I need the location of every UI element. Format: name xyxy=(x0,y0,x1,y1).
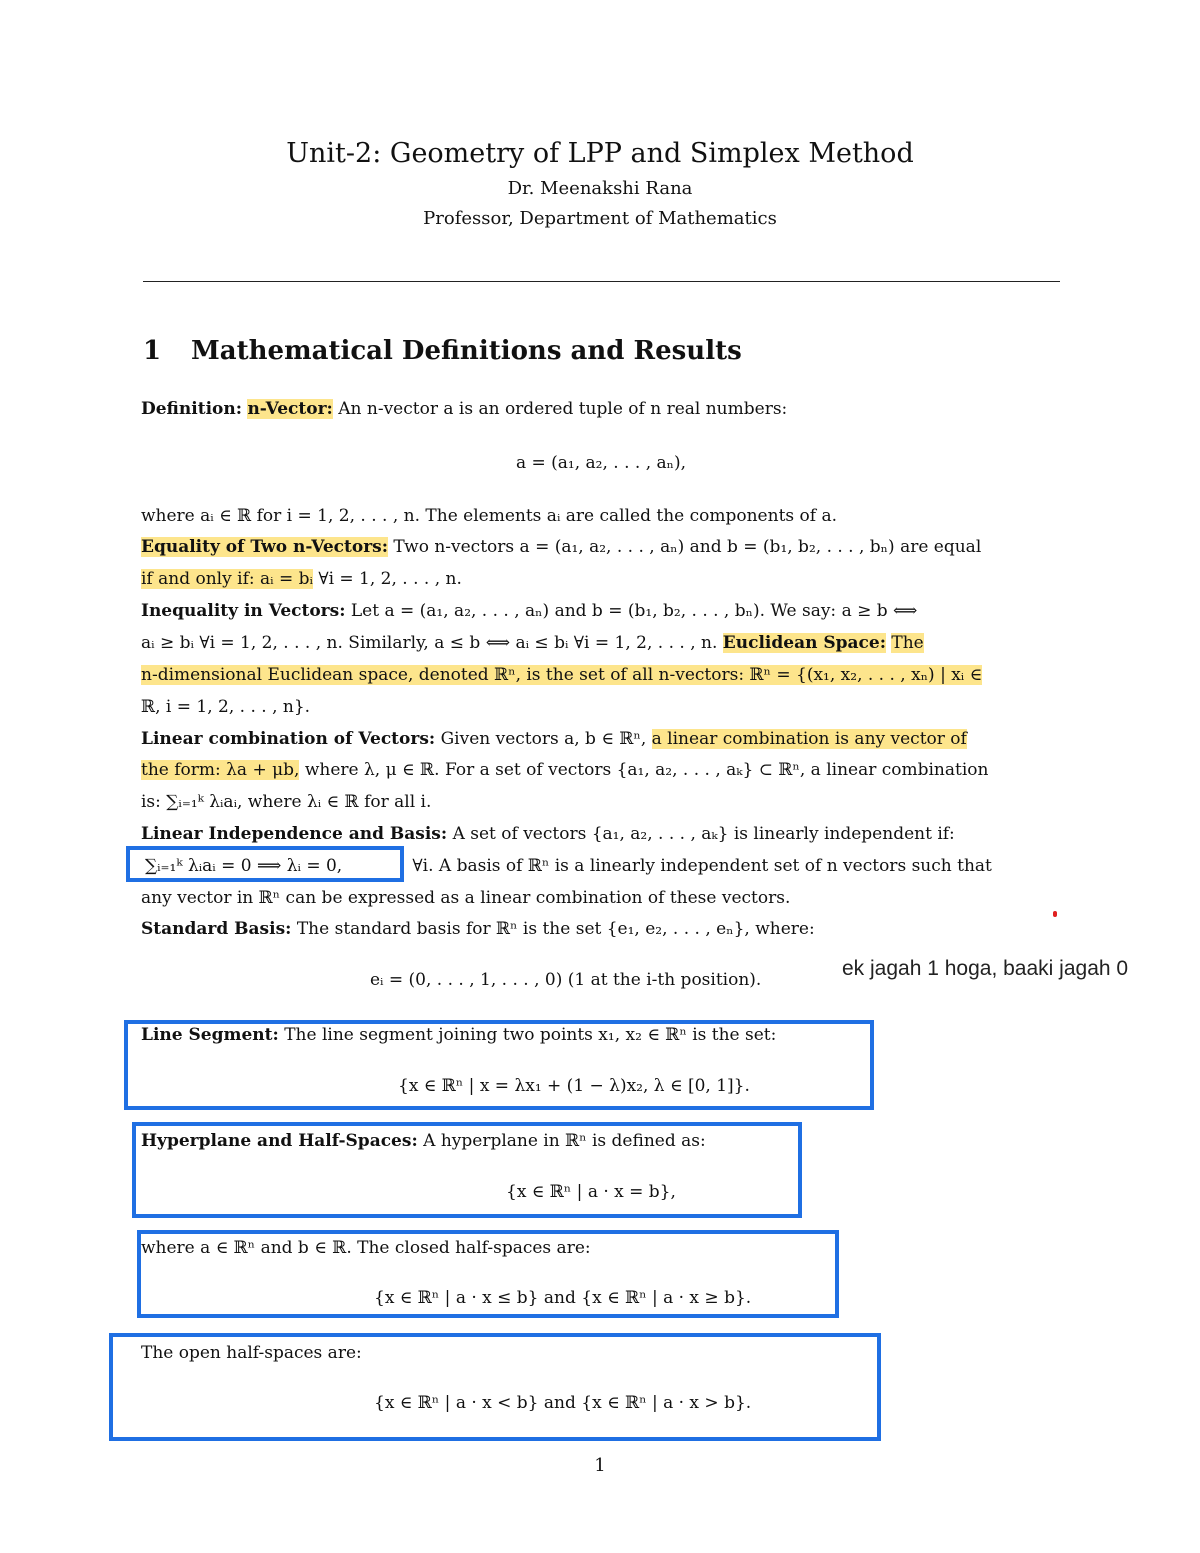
annotation-box-linind xyxy=(126,846,404,882)
hyperplane-definition xyxy=(141,1128,1061,1154)
lincomb-definition xyxy=(141,726,1061,752)
section-number: 1 xyxy=(143,336,162,366)
std-basis-formula: eᵢ = (0, . . . , 1, . . . , 0) (1 at the i-th position). xyxy=(370,970,762,990)
segment-formula: {x ∈ ℝⁿ | x = λx₁ + (1 − λ)x₂, λ ∈ [0, 1]}. xyxy=(398,1076,750,1096)
lincomb-text-2: where λ, μ ∈ ℝ. For a set of vectors {a₁, a₂, . . . , aₖ} ⊂ ℝⁿ, a linear combination xyxy=(304,760,989,780)
open-halfspaces-formula: {x ∈ ℝⁿ | a · x < b} and {x ∈ ℝⁿ | a · x > b}. xyxy=(374,1393,752,1413)
section-heading xyxy=(143,336,742,366)
linind-term: Linear Independence and Basis: xyxy=(141,824,448,844)
definition-label: Definition: xyxy=(141,399,243,419)
author-affiliation: Professor, Department of Mathematics xyxy=(423,208,777,229)
section-title: Mathematical Definitions and Results xyxy=(191,336,742,366)
linind-text-2: ∀i. A basis of ℝⁿ is a linearly independent set of n vectors such that xyxy=(412,856,992,876)
equality-condition-rest: ∀i = 1, 2, . . . , n. xyxy=(318,569,462,589)
euclid-text-highlight: n-dimensional Euclidean space, denoted ℝⁿ, is the set of all n-vectors: ℝⁿ = {(x₁, x₂, . . . , xₙ) | xᵢ ∈ xyxy=(141,665,983,685)
document-title: Unit-2: Geometry of LPP and Simplex Method xyxy=(286,138,914,169)
lincomb-highlight: a linear combination is any vector of xyxy=(651,729,967,749)
handwritten-note: ek jagah 1 hoga, baaki jagah 0 xyxy=(842,957,1129,980)
hyperplane-text: A hyperplane in ℝⁿ is defined as: xyxy=(423,1131,706,1151)
linind-text: A set of vectors {a₁, a₂, . . . , aₖ} is linearly independent if: xyxy=(452,824,955,844)
std-basis-term: Standard Basis: xyxy=(141,919,292,939)
euclid-definition-end: ℝ, i = 1, 2, . . . , n}. xyxy=(141,697,311,717)
open-halfspaces-text: The open half-spaces are: xyxy=(141,1343,362,1363)
segment-text: The line segment joining two points x₁, x₂ ∈ ℝⁿ is the set: xyxy=(284,1025,777,1045)
segment-term: Line Segment: xyxy=(141,1025,279,1045)
closed-halfspaces-formula: {x ∈ ℝⁿ | a · x ≤ b} and {x ∈ ℝⁿ | a · x ≥ b}. xyxy=(374,1288,752,1308)
hyperplane-term: Hyperplane and Half-Spaces: xyxy=(141,1131,418,1151)
linind-definition xyxy=(141,821,1061,847)
inequality-text: Let a = (a₁, a₂, . . . , aₙ) and b = (b₁, b₂, . . . , bₙ). We say: a ≥ b ⟺ xyxy=(350,601,918,621)
inequality-continued xyxy=(141,630,1061,656)
author-name: Dr. Meenakshi Rana xyxy=(507,178,693,199)
lincomb-text: Given vectors a, b ∈ ℝⁿ, xyxy=(440,729,647,749)
euclid-the: The xyxy=(891,633,924,653)
red-mark xyxy=(1053,911,1057,917)
equality-text: Two n-vectors a = (a₁, a₂, . . . , aₙ) and b = (b₁, b₂, . . . , bₙ) are equal xyxy=(393,537,982,557)
linind-formula: ∑ᵢ₌₁ᵏ λᵢaᵢ = 0 ⟹ λᵢ = 0, xyxy=(145,856,343,876)
components-line: where aᵢ ∈ ℝ for i = 1, 2, . . . , n. The elements aᵢ are called the components of a. xyxy=(141,506,837,526)
nvector-text: An n-vector a is an ordered tuple of n real numbers: xyxy=(338,399,788,419)
equality-condition-highlight: if and only if: aᵢ = bᵢ xyxy=(141,569,313,589)
euclid-definition xyxy=(141,662,1061,688)
nvector-definition xyxy=(141,396,1061,422)
title-divider xyxy=(143,281,1060,282)
hyperplane-formula: {x ∈ ℝⁿ | a · x = b}, xyxy=(506,1182,676,1202)
std-basis-definition xyxy=(141,916,1061,942)
lincomb-term: Linear combination of Vectors: xyxy=(141,729,436,749)
inequality-text-2: aᵢ ≥ bᵢ ∀i = 1, 2, . . . , n. Similarly, a ≤ b ⟺ aᵢ ≤ bᵢ ∀i = 1, 2, . . . , n. xyxy=(141,633,718,653)
equality-condition xyxy=(141,566,1061,592)
inequality-definition xyxy=(141,598,1061,624)
segment-definition xyxy=(141,1022,1061,1048)
nvector-formula: a = (a₁, a₂, . . . , aₙ), xyxy=(515,453,687,473)
lincomb-line-3: is: ∑ᵢ₌₁ᵏ λᵢaᵢ, where λᵢ ∈ ℝ for all i. xyxy=(141,792,432,812)
lincomb-highlight-2: the form: λa + μb, xyxy=(141,760,300,780)
euclid-term: Euclidean Space: xyxy=(722,633,886,653)
std-basis-text: The standard basis for ℝⁿ is the set {e₁, e₂, . . . , eₙ}, where: xyxy=(296,919,815,939)
equality-definition xyxy=(141,534,1061,560)
linind-line-3: any vector in ℝⁿ can be expressed as a linear combination of these vectors. xyxy=(141,888,791,908)
equality-term: Equality of Two n-Vectors: xyxy=(141,537,388,557)
lincomb-line-2 xyxy=(141,757,1061,783)
closed-halfspaces-text: where a ∈ ℝⁿ and b ∈ ℝ. The closed half-spaces are: xyxy=(141,1238,591,1258)
nvector-term: n-Vector: xyxy=(247,399,333,419)
inequality-term: Inequality in Vectors: xyxy=(141,601,346,621)
page-number: 1 xyxy=(594,1455,606,1476)
